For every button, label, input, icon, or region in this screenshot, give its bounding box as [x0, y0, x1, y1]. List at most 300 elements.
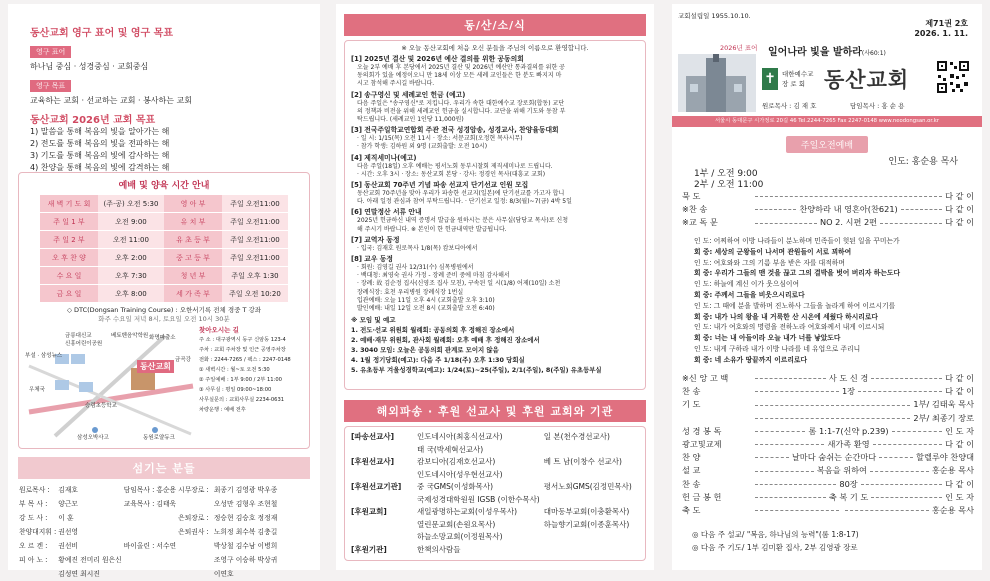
- dtc-info: ◇ DTC(Dongsan Training Course) : 오한서기록 전체 경중 T 강좌: [66, 306, 262, 314]
- mission-category: [후원교회]: [351, 507, 387, 516]
- news-body: · 시간: 오후 3시 · 장소: 동산교회 본당 · 강사: 정경인 목사(대흥교 교회): [357, 170, 546, 178]
- church-name: 동산교회: [824, 68, 910, 92]
- staff-name: 서수연: [156, 542, 177, 550]
- news-body: 동산교회 70주년을 맞아 우리가 파송한 선교지(일본)에 단기선교를 가고자 합니: [357, 190, 565, 198]
- responsive-leader-line: 인 도: 내가 여호와의 명령을 전하노라 여호와께서 내게 이르시되: [694, 323, 885, 332]
- staff-name: 홍순용: [156, 486, 177, 494]
- worship-cell: 주일 오전11:00: [222, 213, 288, 231]
- staff-role: 피 아 노 :: [19, 556, 48, 564]
- staff-name: [155, 567, 177, 581]
- staff-row: [18, 553, 278, 567]
- worship-cell: 수 요 일: [40, 267, 98, 285]
- responsive-congregation-line: 회 중: 주께서 그들을 비웃으시리로다: [694, 290, 805, 299]
- staff-role: [123, 567, 156, 581]
- mission-entry: 대마동부교회(이충환목사): [543, 507, 630, 516]
- worship-cell: (주·공) 오전 5:30: [98, 195, 164, 213]
- news-heading: [1] 2025년 결산 및 2026년 예산 결의를 위한 공동의회: [351, 55, 524, 63]
- staff-name: 김성연 최시진: [58, 570, 100, 578]
- staff-row: [18, 539, 278, 553]
- mission-entry: 일 본(천수경선교사): [543, 432, 610, 441]
- mission-entry: 인도네시아(성우현선교사): [417, 469, 503, 479]
- order-row: [682, 491, 974, 504]
- order-content: 롬 1:1-7(신약 p.239): [808, 425, 889, 436]
- mission-row: [349, 456, 634, 469]
- order-item: 찬 송: [682, 478, 701, 489]
- staff-role: [177, 567, 210, 581]
- order-row: [682, 425, 974, 438]
- worship-row: [40, 195, 288, 213]
- order-item: 찬 송: [682, 386, 701, 397]
- staff-row: [18, 497, 278, 511]
- map-info-line: 주차 : 교회 주차장 및 인근 공영주차장: [199, 347, 286, 353]
- order-dots: [755, 484, 836, 485]
- order-dots: [870, 471, 929, 472]
- staff-name: 김재호: [58, 486, 78, 494]
- motto-tag: 영구 표어: [30, 46, 71, 58]
- order-person: 다 같 이: [945, 217, 975, 228]
- staff-role: 담임목사 :: [123, 486, 155, 494]
- news-body: 의 정책과 비전을 위해 세례교인 헌금을 실시합니다. 교단을 위해 기도와 동참 부: [357, 107, 566, 115]
- mission-entry: 캄보디아(김재호선교사): [417, 457, 496, 466]
- staff-role: [123, 511, 156, 525]
- order-dots: [755, 457, 789, 458]
- staff-role: [177, 553, 210, 567]
- news-body: · 일 시: 1/15(목) 오전 11시 · 장소: 서문교회(오정현 목사시무): [357, 135, 523, 143]
- order-dots: [871, 378, 942, 379]
- right-panel: [672, 4, 982, 570]
- mission-row: [349, 544, 634, 557]
- staff-name: [155, 511, 177, 525]
- mission-row: [349, 481, 634, 494]
- news-body: · 입국: 김재호 원로목사 1/8(목) 캄보디아에서: [357, 244, 478, 252]
- order-content: 복음을 위하여: [816, 465, 867, 476]
- news-body: 해 주시기 바랍니다. ※ 본인이 한 헌금내역만 발급됩니다.: [357, 225, 507, 233]
- responsive-leader-line: 인 도: 어찌하여 이방 나라들이 분노하며 민족들이 헛된 일을 꾸미는가: [694, 237, 900, 245]
- order-content: 축 복 기 도: [828, 491, 869, 502]
- worship-cell: 새 벽 기 도 회: [40, 195, 98, 213]
- worship-row: [40, 231, 288, 249]
- map-area: [25, 326, 303, 444]
- mission-category: [349, 519, 415, 532]
- worship-box: [18, 172, 310, 449]
- order-dots: [755, 405, 910, 406]
- year-goal-item: 1) 말씀을 통해 복음의 빛을 알아가는 해: [30, 127, 170, 136]
- mission-entry: 평서노회GMS(김정민목사): [543, 482, 632, 491]
- year-goal-title: 동산교회 2026년 교회 목표: [30, 115, 156, 126]
- map-info-line: 주 소 : 대구광역시 동구 신암동 123-4: [199, 337, 286, 343]
- worship-title: 예배 및 양육 시간 안내: [118, 181, 210, 191]
- mission-box: [344, 426, 646, 561]
- mission-row: [349, 469, 634, 482]
- map-info-line: ② 주일예배 : 1부 9:00 / 2부 11:00: [199, 377, 282, 383]
- order-row: [682, 190, 974, 203]
- news-body: 2025년 헌금하신 내역 증명서 발급을 원하시는 분은 사무실(담당교 목사)로 신청: [357, 217, 568, 225]
- mission-entry: 베 트 남(이창수 선교사): [543, 457, 622, 466]
- staff-row: [18, 525, 278, 539]
- worship-row: [40, 267, 288, 285]
- staff-name: [155, 525, 177, 539]
- order-dots: [873, 444, 942, 445]
- order-dots: [880, 223, 942, 224]
- next-prayer: ◎ 다음 주 기도/ 1부 김미환 집사, 2부 김영광 장로: [692, 543, 858, 552]
- worship-cell: 주일 오전11:00: [222, 249, 288, 267]
- news-body: 탁드립니다. (세례교인 1인당 11,000원): [357, 116, 464, 124]
- service-title: 주일오전예배: [786, 136, 868, 153]
- mission-category: [349, 469, 415, 482]
- staff-row: [18, 483, 278, 497]
- order-item: ※교 독 문: [682, 217, 718, 228]
- order-item: 광고및교제: [682, 439, 722, 450]
- order-person: 다 같 이: [945, 478, 975, 489]
- mission-category: [349, 531, 415, 544]
- order-content: NO 2. 시편 2편: [819, 217, 878, 228]
- mission-entry: 태 국(박세혁선교사): [417, 444, 484, 454]
- mission-category: [파송선교사]: [351, 432, 395, 441]
- mission-entry: 한책의사람들: [417, 544, 461, 554]
- church-building-image: [678, 54, 756, 112]
- order-dots: [755, 418, 910, 419]
- order-list-2: [682, 372, 974, 517]
- main-motto-text: 일어나라 빛을 발하라: [768, 47, 862, 58]
- responsive-congregation-line: 회 중: 내가 나의 왕을 내 거룩한 산 시온에 세웠다 하시리로다: [694, 312, 878, 321]
- order-person: 다 같 이: [945, 191, 974, 201]
- staff-row: [18, 567, 278, 581]
- mission-entry: [542, 469, 634, 482]
- order-dots: [755, 497, 826, 498]
- meets-list: [351, 325, 639, 375]
- staff-role: 은퇴권사 :: [178, 528, 209, 536]
- worship-table: [40, 195, 288, 303]
- worship-cell: 주 일 2 부: [40, 231, 98, 249]
- worship-cell: 세 가 족 부: [164, 285, 222, 303]
- news-body: 시고 참석해 주시길 바랍니다.: [357, 80, 435, 88]
- mission-row: [349, 431, 634, 444]
- map-graphic: [25, 326, 195, 444]
- staff-name: 권선영: [58, 528, 78, 536]
- mission-entry: 하늘소망교회(이정원목사): [417, 532, 503, 541]
- order-item: 찬 양: [682, 452, 701, 463]
- worship-cell: 금 요 일: [40, 285, 98, 303]
- worship-cell: 오후 8:00: [98, 285, 164, 303]
- responsive-leader-line: 인 도: 하늘에 계신 이가 웃으심이여: [694, 280, 800, 289]
- address-bar: 서울시 동대문구 시가정로 20길 46 Tel.2244-7265 Fax 2247-0148 www.neodongsan.or.kr: [672, 116, 982, 127]
- elder-pastor: 원로목사 : 김 재 호: [762, 102, 817, 110]
- order-person: 1부/ 김태욱 목사: [913, 399, 974, 410]
- order-item: 기 도: [682, 399, 701, 410]
- mission-table: [349, 431, 634, 556]
- main-motto: [768, 40, 886, 59]
- mission-entry: [542, 531, 634, 544]
- news-body: 다. 아래 일정 관심과 참여 부탁드립니다. · 단기선교 일정: 8/3(월)~7(금) 4박 5일: [357, 198, 572, 206]
- order-content: 찬양하라 내 영혼아(찬621): [799, 204, 898, 215]
- order-item: 묵 도: [682, 191, 701, 201]
- staff-role: [177, 539, 210, 553]
- meet-item: 5. 유초등부 겨울성경학교(예고): 1/24(토)~25(주일), 2/1(주일), 8(주일) 유초등부실: [351, 366, 602, 375]
- order-person: 2부/ 최종기 장로: [913, 412, 974, 423]
- senior-pastor: 담임목사 : 홍 순 용: [850, 102, 905, 110]
- mission-row: [349, 506, 634, 519]
- mission-category: [349, 444, 415, 457]
- order-person: 다 같 이: [945, 439, 974, 450]
- worship-cell: 오후 2:00: [98, 249, 164, 267]
- order-dots: [755, 209, 796, 210]
- map-info-title: 찾아오시는 길: [199, 326, 239, 334]
- mission-entry: 인도네시아(최홍식선교사): [417, 432, 503, 441]
- order-person: 할렐루야 찬양대: [916, 452, 975, 463]
- mission-entry: 중 국GMS(이성화목사): [417, 482, 493, 491]
- map-info: [199, 326, 319, 415]
- goals-box: [18, 18, 310, 172]
- service-time-2: 2부 / 오전 11:00: [694, 180, 764, 190]
- order-row: [682, 478, 974, 491]
- news-body: 동의회가 있을 예정이오니 만 18세 이상 모든 세례 교인들은 한 분도 빠지지 마: [357, 72, 562, 80]
- mission-category: [349, 494, 415, 507]
- worship-cell: 영 아 부: [164, 195, 222, 213]
- issue-number: 제71권 2호: [925, 19, 968, 28]
- goal-tag: 영구 목표: [30, 80, 71, 92]
- news-body: 장례식장: 효천 우리병원 장례식장 1번실: [357, 288, 464, 296]
- staff-role: [123, 553, 156, 567]
- meet-item: 1. 전도·선교 위원회 월례회: 공동의회 후 정해진 장소에서: [351, 326, 515, 335]
- map-label: 승림초등학교: [85, 403, 117, 409]
- map-label: 삼성오박사고: [77, 435, 109, 441]
- news-body: · 참가 학생: 김하원 외 9명 (교회출발: 오전 10시): [357, 143, 488, 151]
- order-item: 설 교: [682, 465, 701, 476]
- order-person: 다 같 이: [945, 204, 974, 215]
- staff-name: [155, 553, 177, 567]
- news-body: 다음 주일은 "송구영신"로 지킵니다. 우리가 속한 대한예수교 장로회(합동) 교단: [357, 99, 565, 107]
- news-heading: [7] 교역자 동정: [351, 235, 400, 244]
- order-content: 사 도 신 경: [828, 373, 869, 383]
- year-goal-item: 2) 전도를 통해 복음의 빛을 전파하는 해: [30, 139, 170, 148]
- mission-entry: 열린문교회(손원요목사): [417, 519, 496, 529]
- news-heading: [3] 전국주일학교연합회 주관 전국 성경암송, 성경교사, 찬양율동대회: [351, 126, 559, 135]
- service-time-1: 1부 / 오전 9:00: [694, 169, 758, 179]
- staff-role: [18, 567, 57, 581]
- mission-row: [349, 519, 634, 532]
- order-item: 성 경 봉 독: [682, 425, 722, 436]
- map-church-label: 동산교회: [137, 360, 174, 373]
- news-body: · 백대청: 최영숙 권사 가정 - 장례 준비 중에 마침 감사해서: [357, 272, 510, 280]
- staff-name: 김태욱: [156, 500, 177, 508]
- map-label: 동원로얄듀크: [143, 435, 175, 441]
- denomination-1: 대한예수교: [782, 70, 814, 78]
- year-goal-item: 3) 기도를 통해 복음의 빛에 감사하는 해: [30, 151, 170, 160]
- news-heading: [2] 송구영신 및 세례교인 헌금 (예고): [351, 90, 466, 99]
- responsive-congregation-line: 회 중: 세상의 군왕들이 나서며 관원들이 서로 꾀하여: [694, 247, 852, 256]
- worship-cell: 오전 11:00: [98, 231, 164, 249]
- staff-name: 권선비: [58, 542, 78, 550]
- order-dots: [871, 497, 942, 498]
- motto-text: 하나님 중심 · 성경중심 · 교회중심: [30, 62, 149, 71]
- order-row: [682, 438, 974, 451]
- order-dots: [845, 510, 929, 511]
- map-info-line: 전화 : 2244-7265 / 팩스 : 2247-0148: [199, 357, 291, 363]
- mission-category: [후원선교사]: [351, 457, 395, 466]
- order-row: [682, 464, 974, 477]
- news-heading: [8] 교우 동정: [351, 255, 393, 264]
- news-body: 입관예배: 오늘 11일 오후 4시 (교회출발 오후 3:10): [357, 296, 495, 304]
- order-content: 1장: [841, 386, 856, 397]
- worship-cell: 주일 오후 1:30: [222, 267, 288, 285]
- order-dots: [892, 431, 942, 432]
- meets-title: ※ 모임 및 예고: [351, 316, 396, 325]
- worship-cell: 주 일 1 부: [40, 213, 98, 231]
- order-row: [682, 203, 974, 216]
- mission-entry: 새일광명하는교회(이성우목사): [417, 507, 518, 516]
- staff-name: 양근모: [58, 500, 78, 508]
- next-sermon: ◎ 다음 주 설교/ "복음, 하나님의 능력"(롬 1:8-17): [692, 530, 859, 539]
- staff-role: 바이올린 :: [123, 542, 155, 550]
- staff-role: [123, 525, 156, 539]
- worship-cell: 오후 7:30: [98, 267, 164, 285]
- news-body: · 장례: 故 김순정 집사(신영조 집사 모친), 구속된 일 시(1/8) 어제(10일) 소천: [357, 280, 561, 288]
- goal-text: 교육하는 교회 · 선교하는 교회 · 봉사하는 교회: [30, 96, 192, 105]
- order-dots: [755, 471, 814, 472]
- worship-cell: 오 후 찬 양: [40, 249, 98, 267]
- worship-cell: 주일 오전11:00: [222, 195, 288, 213]
- responsive-reading: [694, 236, 974, 366]
- mission-title: 해외파송 · 후원 선교사 및 후원 교회와 기관: [344, 400, 646, 422]
- map-label: 우체국: [29, 387, 45, 393]
- news-body: · 회원: 김영길 권사 12/31(수) 심목병원에서: [357, 264, 474, 272]
- staff-role: 은퇴장로 :: [178, 514, 209, 522]
- order-row: [682, 504, 974, 517]
- year-goal-item: 4) 찬양을 통해 복음의 빛에 감격하는 해: [30, 163, 170, 172]
- mission-entry: [542, 494, 634, 507]
- worship-cell: 유 초 등 부: [164, 231, 222, 249]
- staff-row: [18, 511, 278, 525]
- order-dots: [755, 510, 839, 511]
- map-label: 베토벤음악학원: [111, 333, 149, 339]
- news-body: 오늘 2부 예배 후 본당에서 2025년 결산 및 2026년 예산안 통과결의를 위한 공: [357, 64, 565, 71]
- responsive-leader-line: 인 도: 여호와와 그의 기름 부음 받은 자를 대적하며: [694, 258, 845, 267]
- order-dots: [755, 431, 805, 432]
- staff-name: 노희정 최수복 김충길: [213, 528, 278, 536]
- motto-year: 2026년 표어: [720, 44, 758, 52]
- order-person: 인 도 자: [945, 491, 975, 502]
- news-body: 다음 주일(18일) 오후 예배는 평서노회 동부시찰회 제직세미나로 드립니다.: [357, 162, 553, 170]
- staff-name: 이 훈: [58, 514, 74, 522]
- news-heading: [5] 동산교회 70주년 기념 파송 선교지 단기선교 인원 모집: [351, 181, 529, 190]
- staff-role: [177, 497, 210, 511]
- welcome-text: ※ 오늘 동산교회에 처음 오신 분들을 주님의 이름으로 환영합니다.: [401, 44, 589, 52]
- left-panel: [8, 4, 320, 578]
- staff-name: 조영구 이승하 박상귀: [213, 556, 278, 564]
- order-dots: [755, 444, 824, 445]
- established-date: 교회설립일 1955.10.10.: [678, 12, 751, 20]
- issue-date: 2026. 1. 11.: [914, 29, 968, 38]
- staff-role: 부 목 사 :: [19, 500, 48, 508]
- order-item: 축 도: [682, 505, 701, 516]
- order-person: 홍순용 목사: [931, 465, 974, 476]
- order-item: ※찬 송: [682, 204, 708, 215]
- staff-role: 오 르 겐 :: [19, 542, 48, 550]
- order-person: 인 도 자: [945, 425, 974, 436]
- mission-row: [349, 444, 634, 457]
- staff-role: 원로목사 :: [19, 486, 50, 494]
- news-list: [351, 55, 639, 313]
- responsive-leader-line: 인 도: 그 때에 분을 발하며 진노하사 그들을 놀라게 하여 이르시기를: [694, 301, 896, 310]
- news-box: [344, 40, 646, 390]
- order-person: 다 같 이: [945, 373, 975, 383]
- order-item: 헌 금 봉 헌: [682, 491, 722, 502]
- dtc-sub: 화주 수요일 저녁 8시, 토요일 오전 10시 30분: [98, 315, 230, 323]
- staff-name: 정승현 김승호 정정재: [213, 514, 278, 522]
- responsive-congregation-line: 회 중: 우리가 그들의 맨 것을 끊고 그의 결박을 벗어 버리자 하는도다: [694, 269, 901, 278]
- order-dots: [879, 457, 913, 458]
- church-logo-icon: ✝: [762, 68, 778, 90]
- staff-title: 섬기는 분들: [18, 457, 310, 479]
- worship-row: [40, 249, 288, 267]
- mission-entry: [542, 544, 634, 557]
- map-label: 금곡강: [175, 357, 191, 363]
- worship-row: [40, 213, 288, 231]
- map-label: 부설 · 삼성뉴스: [25, 353, 63, 359]
- worship-cell: 주일 오전 10:20: [222, 285, 288, 303]
- order-row: [682, 372, 974, 385]
- order-content: 80장: [839, 478, 858, 489]
- service-leader: 인도: 홍순용 목사: [888, 157, 958, 167]
- mission-entry: [542, 444, 634, 457]
- worship-cell: 중 고 등 부: [164, 249, 222, 267]
- mission-entry: 국제성경대학원원 IGSB (이한수목사): [417, 494, 540, 504]
- staff-name: 오성만 김형우 조현철: [213, 500, 278, 508]
- order-content: 날마다 숨쉬는 순간마다: [791, 452, 877, 463]
- order-row: [682, 412, 974, 425]
- news-heading: [6] 연말정산 서류 안내: [351, 208, 422, 217]
- map-info-line: ③ 사무실 : 평일 09:00~18:00: [199, 387, 272, 393]
- goals-title: 동산교회 영구 표어 및 영구 목표: [30, 28, 173, 39]
- order-row: [682, 451, 974, 464]
- order-item: ※신 앙 고 백: [682, 373, 729, 383]
- staff-table: [18, 483, 278, 581]
- order-row: [682, 385, 974, 398]
- order-person: 홍순용 목사: [931, 505, 974, 516]
- responsive-leader-line: 인 도: 내게 구하라 내가 이방 나라를 네 유업으로 주리니: [694, 344, 861, 353]
- news-heading: [4] 제직세미나(예고): [351, 153, 417, 162]
- staff-name: 박상철 김수남 이병희: [213, 542, 278, 550]
- mission-row: [349, 531, 634, 544]
- staff-name: 황예진 전미리 원은신: [58, 556, 122, 564]
- qr-code-icon: [936, 60, 970, 94]
- staff-role: 시무장로 :: [178, 486, 209, 494]
- staff-name: 이연호: [213, 570, 234, 578]
- order-dots: [755, 378, 826, 379]
- map-info-line: 사무실문의 : 교회사무실 2234-0631: [199, 397, 285, 403]
- order-person: 다 같 이: [945, 386, 974, 397]
- order-dots: [861, 484, 942, 485]
- map-label: 금릉대신교: [65, 333, 92, 339]
- worship-cell: 유 치 부: [164, 213, 222, 231]
- order-dots: [755, 391, 839, 392]
- responsive-congregation-line: 회 중: 너는 내 아들이라 오늘 내가 너를 낳았도다: [694, 334, 841, 343]
- mission-category: [후원기관]: [351, 544, 387, 554]
- main-motto-ref: (사60:1): [861, 50, 886, 57]
- middle-panel: [336, 4, 654, 570]
- map-info-line: ① 새벽시간 : 월~토 오전 5:30: [199, 367, 270, 373]
- mission-category: [후원선교기관]: [351, 482, 402, 491]
- meet-item: 3. 3040 모임: 오늘은 공동의회 관계로 모이지 않음: [351, 346, 499, 355]
- order-list-1: [682, 190, 974, 230]
- meet-item: 4. 1월 정기당회(예고): 다음 주 1/18(주) 오후 1:30 당회실: [351, 356, 525, 365]
- denomination-2: 장 로 회: [782, 80, 805, 88]
- order-dots: [755, 196, 942, 197]
- staff-role: 찬양대지휘 :: [19, 528, 57, 536]
- responsive-congregation-line: 회 중: 네 소유가 땅끝까지 이르리로다: [694, 355, 808, 364]
- staff-role: 교육목사 :: [123, 500, 155, 508]
- news-title: 동/산/소/식: [344, 14, 646, 36]
